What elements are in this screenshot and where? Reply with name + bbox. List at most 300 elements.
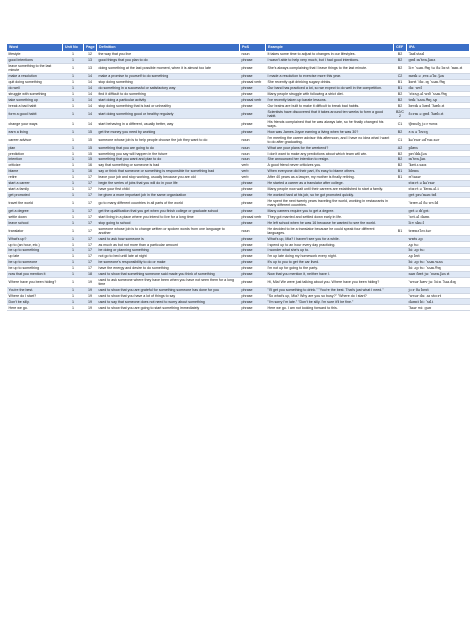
- cell-ipa: liːv ˈsʌm.θɪŋ tə ðə lɑːst ˈmɪn.ɪt: [407, 63, 470, 73]
- cell-cef: B2: [394, 157, 407, 163]
- cell-ipa: biː ʌp tuː ˈsʌm.wʌn: [407, 259, 470, 265]
- table-row: [7, 226, 470, 236]
- cell-ipa: bleɪm: [407, 168, 470, 174]
- cell-page: 16: [84, 163, 97, 169]
- cell-definition: used to show that you have a lot of things to say: [97, 293, 240, 299]
- cell-cef: C2: [394, 73, 407, 79]
- cell-unit-no: 1: [63, 214, 84, 220]
- cell-word: settle down: [7, 214, 63, 220]
- cell-definition: make a promise to yourself to do something: [97, 73, 240, 79]
- cell-ipa: ɜːn ə ˈlɪv.ɪŋ: [407, 129, 470, 135]
- cell-definition: used to say that someone does not need to worry about something: [97, 299, 240, 305]
- cell-unit-no: 1: [63, 287, 84, 293]
- cell-pos: noun: [240, 157, 266, 163]
- cell-word: career advisor: [7, 135, 63, 145]
- cell-example: I spend up to an hour every day practicing.: [266, 242, 394, 248]
- cell-pos: phrase: [240, 103, 266, 109]
- cell-ipa: teɪk ˈsʌm.θɪŋ ʌp: [407, 97, 470, 103]
- cell-example: Our band has practiced a lot, so we expect to do well in the competition.: [266, 85, 394, 91]
- cell-unit-no: 1: [63, 236, 84, 242]
- cell-word: leave something to the last minute: [7, 63, 63, 73]
- cell-pos: phrase: [240, 259, 266, 265]
- cell-word: Where have you been hiding?: [7, 277, 63, 287]
- cell-unit-no: 1: [63, 242, 84, 248]
- cell-ipa: ˈlaɪf.staɪl: [407, 52, 470, 58]
- cell-page: 17: [84, 220, 97, 226]
- cell-ipa: ʌp tuː: [407, 242, 470, 248]
- cell-unit-no: 1: [63, 305, 84, 311]
- cell-definition: get the money you need by working: [97, 129, 240, 135]
- cell-word: plan: [7, 145, 63, 151]
- cell-cef: B2/C2: [394, 109, 407, 119]
- cell-word: criticize: [7, 163, 63, 169]
- cell-unit-no: 1: [63, 57, 84, 63]
- cell-cef: B1: [394, 79, 407, 85]
- cell-example: I made a resolution to exercise more this year.: [266, 73, 394, 79]
- cell-example: It's up to you to get the car lived.: [266, 259, 394, 265]
- cell-page: 15: [84, 151, 97, 157]
- cell-ipa: liːv skuːl: [407, 220, 470, 226]
- cell-ipa: kwɪt ˈduː.ɪŋ ˈsʌm.θɪŋ: [407, 79, 470, 85]
- cell-example: Many careers require you to get a degree.: [266, 208, 394, 214]
- cell-example: I wonder what she's up to.: [266, 248, 394, 254]
- cell-definition: used to show that you are going to start something immediately: [97, 305, 240, 311]
- cell-example: Now that you mention it, neither have I.: [266, 271, 394, 277]
- cell-pos: phrase: [240, 293, 266, 299]
- cell-ipa: ɡet prəˈməʊ.tɪd: [407, 192, 470, 198]
- cell-ipa: tʃeɪndʒ jɔːr weɪz: [407, 119, 470, 129]
- cell-pos: phrasal verb: [240, 97, 266, 103]
- cell-word: take something up: [7, 97, 63, 103]
- cell-definition: leave your job and stop working, usually because you are old: [97, 174, 240, 180]
- cell-word: retire: [7, 174, 63, 180]
- cell-unit-no: 1: [63, 277, 84, 287]
- cell-pos: phrase: [240, 277, 266, 287]
- cell-pos: verb: [240, 168, 266, 174]
- cell-unit-no: 1: [63, 73, 84, 79]
- cell-example: She recently quit drinking sugary drinks.: [266, 79, 394, 85]
- cell-unit-no: 1: [63, 145, 84, 151]
- cell-word: travel the world: [7, 198, 63, 208]
- cell-page: 17: [84, 180, 97, 186]
- cell-definition: start behaving in a different, usually better, way: [97, 119, 240, 129]
- cell-pos: phrase: [240, 253, 266, 259]
- cell-word: earn a living: [7, 129, 63, 135]
- cell-pos: phrase: [240, 57, 266, 63]
- cell-unit-no: 1: [63, 97, 84, 103]
- cell-unit-no: 1: [63, 253, 84, 259]
- cell-page: 14: [84, 91, 97, 97]
- table-row: [7, 198, 470, 208]
- cell-page: 19: [84, 293, 97, 299]
- cell-example: He spent the next twenty years traveling the world, working in restaurants in many different countries.: [266, 198, 394, 208]
- cell-page: 19: [84, 305, 97, 311]
- cell-pos: phrase: [240, 265, 266, 271]
- cell-ipa: ˈtræv.əl ðə wɜːld: [407, 198, 470, 208]
- cell-unit-no: 1: [63, 186, 84, 192]
- cell-unit-no: 1: [63, 119, 84, 129]
- table-body: [7, 52, 470, 311]
- cell-definition: stop doing something that is bad or unhealthy: [97, 103, 240, 109]
- cell-word: up late: [7, 253, 63, 259]
- cell-word: Don't be silly.: [7, 299, 63, 305]
- cell-word: up to (an hour, etc.): [7, 242, 63, 248]
- cell-unit-no: 1: [63, 103, 84, 109]
- cell-definition: not go to bed until late at night: [97, 253, 240, 259]
- cell-cef: A2: [394, 145, 407, 151]
- cell-definition: good things that you plan to do: [97, 57, 240, 63]
- cell-definition: something that you want and plan to do: [97, 157, 240, 163]
- header-pos: PoS: [240, 44, 266, 52]
- cell-pos: phrase: [240, 109, 266, 119]
- cell-definition: the way that you live: [97, 52, 240, 58]
- cell-pos: noun: [240, 145, 266, 151]
- cell-example: Scientists have discovered that it takes around ten weeks to form a good habit.: [266, 109, 394, 119]
- cell-unit-no: 1: [63, 265, 84, 271]
- cell-pos: phrase: [240, 85, 266, 91]
- cell-definition: do something in a successful or satisfactory way: [97, 85, 240, 91]
- cell-unit-no: 1: [63, 208, 84, 214]
- cell-ipa: fɔːrm ə ɡʊd ˈhæb.ɪt: [407, 109, 470, 119]
- cell-cef: [394, 198, 407, 208]
- cell-pos: phrase: [240, 287, 266, 293]
- cell-unit-no: 1: [63, 192, 84, 198]
- cell-unit-no: 1: [63, 299, 84, 305]
- header-example: Example: [266, 44, 394, 52]
- cell-ipa: biː ʌp tuː: [407, 248, 470, 254]
- cell-ipa: ˈkrɪt.ɪ.saɪz: [407, 163, 470, 169]
- cell-ipa: ˈweər duː aɪ stɑːrt: [407, 293, 470, 299]
- cell-cef: B1: [394, 226, 407, 236]
- header-row: [7, 44, 470, 52]
- cell-ipa: naʊ ðæt juː ˈmen.ʃən ɪt: [407, 271, 470, 277]
- cell-page: 17: [84, 259, 97, 265]
- cell-unit-no: 1: [63, 157, 84, 163]
- cell-unit-no: 1: [63, 174, 84, 180]
- cell-page: 17: [84, 174, 97, 180]
- cell-pos: noun: [240, 135, 266, 145]
- cell-example: She's always complaining that I leave things to the last minute.: [266, 63, 394, 73]
- cell-definition: be given a more important job in the same organization: [97, 192, 240, 198]
- cell-example: It takes some time to adjust to changes in our lifestyles.: [266, 52, 394, 58]
- cell-cef: [394, 305, 407, 311]
- cell-word: be up to something: [7, 248, 63, 254]
- cell-pos: phrase: [240, 73, 266, 79]
- cell-definition: say or think that someone or something is responsible for something bad: [97, 168, 240, 174]
- cell-pos: phrase: [240, 129, 266, 135]
- cell-page: 15: [84, 145, 97, 151]
- cell-example: "So what's up, Mia? Why are you so busy?" "Where do I start?: [266, 293, 394, 299]
- vocabulary-table: [6, 43, 470, 311]
- cell-page: 17: [84, 198, 97, 208]
- cell-example: He started a career as a translator after college.: [266, 180, 394, 186]
- cell-unit-no: 1: [63, 168, 84, 174]
- table-row: [7, 119, 470, 129]
- cell-example: I wasn't able to help very much, but I had good intentions.: [266, 57, 394, 63]
- cell-definition: used to show that you are grateful for something someone has done for you: [97, 287, 240, 293]
- cell-cef: C1: [394, 135, 407, 145]
- cell-pos: phrase: [240, 299, 266, 305]
- cell-example: Many people struggle with following a strict diet.: [266, 91, 394, 97]
- cell-page: 14: [84, 79, 97, 85]
- cell-definition: someone whose job is to change written or spoken words from one language to another: [97, 226, 240, 236]
- cell-definition: start doing a particular activity: [97, 97, 240, 103]
- cell-word: start a career: [7, 180, 63, 186]
- cell-definition: begin the series of jobs that you will do in your life: [97, 180, 240, 186]
- cell-ipa: plæn: [407, 145, 470, 151]
- cell-page: 17: [84, 248, 97, 254]
- cell-page: 14: [84, 119, 97, 129]
- table-header: [7, 44, 470, 52]
- header-cef: CEF: [394, 44, 407, 52]
- cell-cef: B1: [394, 174, 407, 180]
- cell-pos: phrase: [240, 208, 266, 214]
- cell-example: I've recently taken up karate lessons.: [266, 97, 394, 103]
- header-page: Page: [84, 44, 97, 52]
- cell-ipa: rɪˈtaɪər: [407, 174, 470, 180]
- cell-pos: phrase: [240, 248, 266, 254]
- cell-pos: phrase: [240, 119, 266, 129]
- cell-ipa: meɪk ə ˌrez.əˈluː.ʃən: [407, 73, 470, 79]
- cell-page: 19: [84, 299, 97, 305]
- cell-pos: phrasal verb: [240, 214, 266, 220]
- cell-ipa: stɑːrt ə ˈfæm.əl.i: [407, 186, 470, 192]
- cell-definition: something that you are going to do: [97, 145, 240, 151]
- cell-word: You're the best.: [7, 287, 63, 293]
- header-unit-no: Unit No: [63, 44, 84, 52]
- cell-pos: phrase: [240, 91, 266, 97]
- cell-pos: verb: [240, 163, 266, 169]
- cell-example: I'm meeting the career advisor this afternoon, and I have no idea what I want to do after graduating.: [266, 135, 394, 145]
- cell-pos: phrase: [240, 236, 266, 242]
- cell-pos: phrase: [240, 271, 266, 277]
- cell-word: start a family: [7, 186, 63, 192]
- cell-unit-no: 1: [63, 135, 84, 145]
- cell-page: 12: [84, 52, 97, 58]
- cell-pos: phrase: [240, 192, 266, 198]
- cell-word: What's up?: [7, 236, 63, 242]
- cell-ipa: ɡet ə dɪˈɡriː: [407, 208, 470, 214]
- cell-cef: B2: [394, 63, 407, 73]
- cell-ipa: duː wel: [407, 85, 470, 91]
- cell-definition: someone whose job is to help people choose the job they want to do: [97, 135, 240, 145]
- cell-pos: phrase: [240, 198, 266, 208]
- cell-unit-no: 1: [63, 52, 84, 58]
- cell-page: 14: [84, 73, 97, 79]
- cell-pos: phrase: [240, 63, 266, 73]
- cell-example: I'm up late doing my homework every night.: [266, 253, 394, 259]
- cell-cef: C1: [394, 119, 407, 129]
- cell-example: He left school when he was 16 because he wanted to see the world.: [266, 220, 394, 226]
- cell-example: Many people now wait until their careers are established to start a family.: [266, 186, 394, 192]
- cell-unit-no: 1: [63, 109, 84, 119]
- cell-ipa: ˈweər hæv juː biːn ˈhaɪ.dɪŋ: [407, 277, 470, 287]
- cell-word: do well: [7, 85, 63, 91]
- cell-example: I'm not up for going to the party.: [266, 265, 394, 271]
- cell-word: intention: [7, 157, 63, 163]
- cell-ipa: kəˈrɪər ədˈvaɪ.zər: [407, 135, 470, 145]
- cell-example: They got married and settled down early in life.: [266, 214, 394, 220]
- cell-example: I don't want to make any predictions about which team will win.: [266, 151, 394, 157]
- cell-ipa: ˈhɪər wiː ɡəʊ: [407, 305, 470, 311]
- cell-page: 15: [84, 135, 97, 145]
- cell-word: blame: [7, 168, 63, 174]
- table-row: [7, 109, 470, 119]
- cell-page: 17: [84, 214, 97, 220]
- cell-word: get a degree: [7, 208, 63, 214]
- cell-word: change your ways: [7, 119, 63, 129]
- cell-unit-no: 1: [63, 91, 84, 97]
- cell-unit-no: 1: [63, 129, 84, 135]
- cell-page: 19: [84, 277, 97, 287]
- cell-word: make a resolution: [7, 73, 63, 79]
- cell-definition: stop doing something: [97, 79, 240, 85]
- cell-definition: used to ask someone where they have been when you have not seen them for a long time: [97, 277, 240, 287]
- header-definition: Definition: [97, 44, 240, 52]
- cell-example: She announced her intention to resign.: [266, 157, 394, 163]
- cell-word: struggle with something: [7, 91, 63, 97]
- cell-pos: verb: [240, 174, 266, 180]
- table-row: [7, 135, 470, 145]
- cell-ipa: stɑːrt ə kəˈrɪər: [407, 180, 470, 186]
- cell-example: His friends complained that he was always late, so he finally changed his ways.: [266, 119, 394, 129]
- cell-word: now that you mention it: [7, 271, 63, 277]
- cell-ipa: wɒts ʌp: [407, 236, 470, 242]
- cell-example: He decided to be a translator because he could speak four different languages.: [266, 226, 394, 236]
- cell-page: 17: [84, 186, 97, 192]
- header-word: Word: [7, 44, 63, 52]
- table-row: [7, 305, 470, 311]
- cell-definition: as much as but not more than a particular amount: [97, 242, 240, 248]
- cell-word: break a bad habit: [7, 103, 63, 109]
- cell-definition: go to many different countries in all parts of the world: [97, 198, 240, 208]
- cell-definition: used to ask how someone is: [97, 236, 240, 242]
- cell-unit-no: 1: [63, 198, 84, 208]
- cell-page: 13: [84, 57, 97, 63]
- cell-pos: phrase: [240, 305, 266, 311]
- cell-pos: phrase: [240, 186, 266, 192]
- cell-unit-no: 1: [63, 63, 84, 73]
- cell-example: What's up, Mia? I haven't see you for a while.: [266, 236, 394, 242]
- cell-definition: have the energy and desire to do something: [97, 265, 240, 271]
- cell-unit-no: 1: [63, 163, 84, 169]
- cell-unit-no: 1: [63, 79, 84, 85]
- cell-example: A good friend never criticizes you.: [266, 163, 394, 169]
- cell-pos: noun: [240, 226, 266, 236]
- cell-ipa: ɡʊd ɪnˈten.ʃənz: [407, 57, 470, 63]
- cell-unit-no: 1: [63, 271, 84, 277]
- cell-pos: noun: [240, 52, 266, 58]
- table-row: [7, 277, 470, 287]
- cell-example: Our brains are built to make it difficult to break bad habits.: [266, 103, 394, 109]
- cell-cef: B2: [394, 129, 407, 135]
- cell-page: 17: [84, 265, 97, 271]
- cell-ipa: prɪˈdɪk.ʃən: [407, 151, 470, 157]
- cell-page: 17: [84, 236, 97, 242]
- cell-ipa: breɪk ə bæd ˈhæb.ɪt: [407, 103, 470, 109]
- cell-word: be up to something: [7, 265, 63, 271]
- cell-cef: B2: [394, 97, 407, 103]
- cell-page: 17: [84, 242, 97, 248]
- header-ipa: IPA: [407, 44, 470, 52]
- cell-page: 14: [84, 103, 97, 109]
- cell-word: form a good habit: [7, 109, 63, 119]
- cell-ipa: ˈset.əl daʊn: [407, 214, 470, 220]
- cell-pos: phrase: [240, 242, 266, 248]
- cell-page: 19: [84, 287, 97, 293]
- cell-cef: B2: [394, 163, 407, 169]
- cell-word: good intentions: [7, 57, 63, 63]
- cell-word: quit doing something: [7, 79, 63, 85]
- cell-page: 13: [84, 63, 97, 73]
- cell-definition: find it difficult to do something: [97, 91, 240, 97]
- cell-page: 14: [84, 97, 97, 103]
- cell-definition: something you say will happen in the future: [97, 151, 240, 157]
- cell-ipa: ˈstrʌɡ.əl wɪð ˈsʌm.θɪŋ: [407, 91, 470, 97]
- cell-definition: start living in a place where you intend to live for a long time: [97, 214, 240, 220]
- cell-page: 18: [84, 271, 97, 277]
- cell-unit-no: 1: [63, 259, 84, 265]
- cell-page: 14: [84, 109, 97, 119]
- cell-definition: say that something or someone is bad: [97, 163, 240, 169]
- cell-unit-no: 1: [63, 293, 84, 299]
- cell-unit-no: 1: [63, 248, 84, 254]
- cell-unit-no: 1: [63, 151, 84, 157]
- cell-ipa: trænzˈleɪ.tər: [407, 226, 470, 236]
- cell-cef: B2: [394, 52, 407, 58]
- cell-page: 17: [84, 192, 97, 198]
- cell-word: prediction: [7, 151, 63, 157]
- cell-definition: have your first child: [97, 186, 240, 192]
- cell-cef: B1: [394, 85, 407, 91]
- cell-cef: B2: [394, 91, 407, 97]
- cell-example: Hi, Mia! We were just talking about you. Where have you been hiding?: [266, 277, 394, 287]
- cell-page: 15: [84, 157, 97, 163]
- cell-page: 17: [84, 226, 97, 236]
- cell-definition: stop going to school: [97, 220, 240, 226]
- cell-page: 16: [84, 168, 97, 174]
- cell-definition: doing something at the last possible moment, when it is almost too late: [97, 63, 240, 73]
- cell-pos: phrase: [240, 180, 266, 186]
- cell-cef: B2: [394, 57, 407, 63]
- cell-page: 15: [84, 129, 97, 135]
- cell-cef: B2: [394, 103, 407, 109]
- cell-example: Here we go. I am not looking forward to this.: [266, 305, 394, 311]
- cell-example: When everyone did their part, it's easy to blame others.: [266, 168, 394, 174]
- cell-example: "I'm sorry I'm late." "Don't be silly. I'm sure it'll be fine.": [266, 299, 394, 305]
- cell-pos: noun: [240, 151, 266, 157]
- cell-example: What are your plans for the weekend?: [266, 145, 394, 151]
- cell-definition: be doing or planning something: [97, 248, 240, 254]
- cell-ipa: dəʊnt biː ˈsɪl.i: [407, 299, 470, 305]
- cell-word: translator: [7, 226, 63, 236]
- cell-cef: B1: [394, 168, 407, 174]
- cell-word: leave school: [7, 220, 63, 226]
- cell-unit-no: 1: [63, 180, 84, 186]
- cell-definition: get the qualification that you get when you finish college or graduate school: [97, 208, 240, 214]
- cell-page: 17: [84, 253, 97, 259]
- cell-example: He worked hard at his job, so he got promoted quickly.: [266, 192, 394, 198]
- cell-example: How was James Joyce earning a living when he was 30?: [266, 129, 394, 135]
- cell-ipa: ɪnˈten.ʃən: [407, 157, 470, 163]
- cell-unit-no: 1: [63, 220, 84, 226]
- cell-ipa: biː ʌp tuː ˈsʌm.θɪŋ: [407, 265, 470, 271]
- cell-cef: [394, 277, 407, 287]
- cell-word: Here we go.: [7, 305, 63, 311]
- cell-example: "I'll get you something to drink." "You're the best. That's just what I need.": [266, 287, 394, 293]
- cell-word: Where do I start?: [7, 293, 63, 299]
- cell-definition: be someone's responsibility to do or make: [97, 259, 240, 265]
